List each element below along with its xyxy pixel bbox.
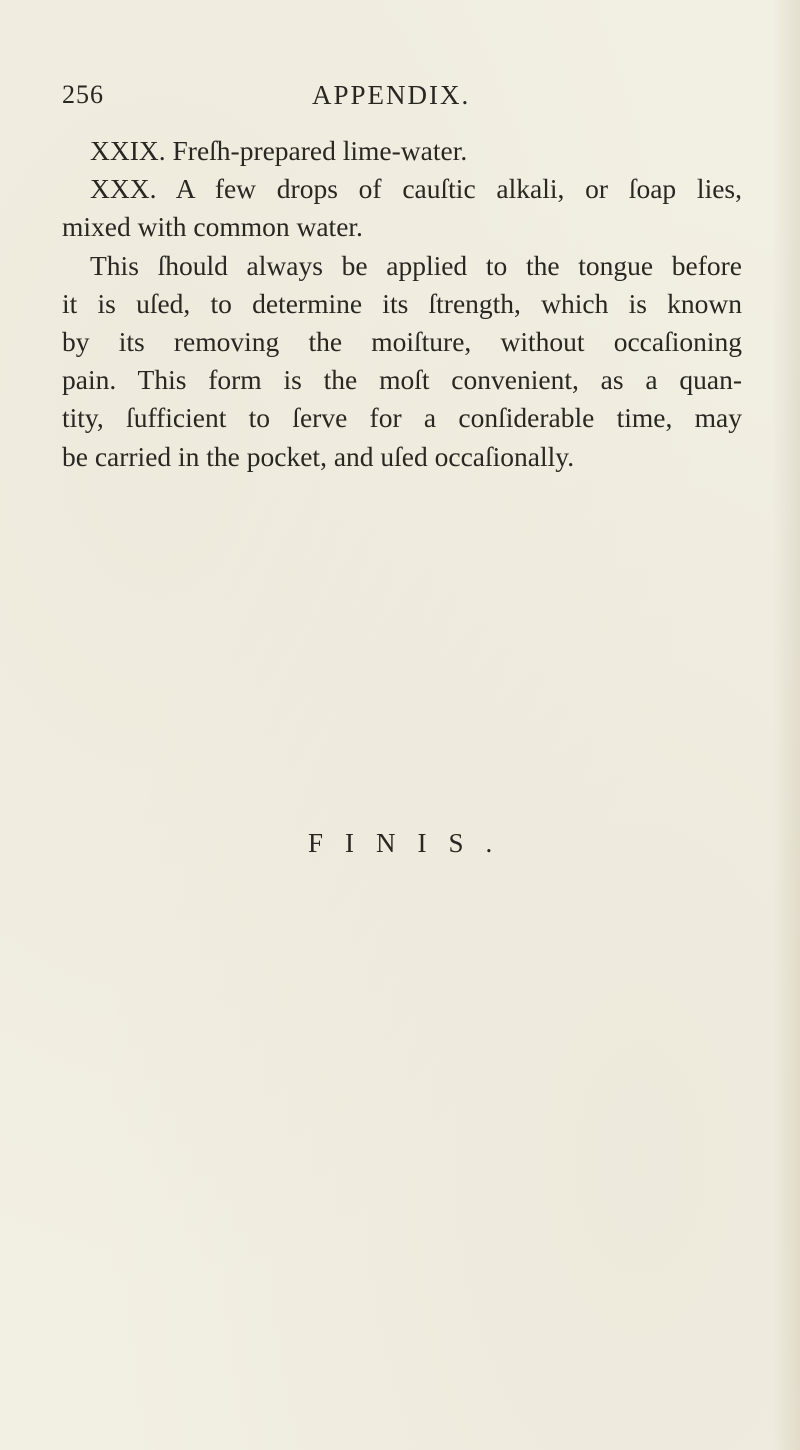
paragraph-line-4: pain. This form is the moſt convenient, as a quan- [62,364,742,396]
paragraph-line-6: be carried in the pocket, and uſed occaſionally. [62,440,575,472]
entry-30-line-1: XXX. A few drops of cauſtic alkali, or ſoap lies, [90,173,742,205]
body-text [62,132,742,476]
paragraph-line-5: tity, ſufficient to ſerve for a conſiderable time, may [62,402,742,434]
finis: FINIS. [308,828,515,858]
paragraph-line-3: by its removing the moiſture, without occaſioning [62,326,742,358]
paragraph-line-2: it is uſed, to determine its ſtrength, which is known [62,287,742,319]
paragraph-line-1: This ſhould always be applied to the tongue before [90,249,742,281]
running-head: APPENDIX. [312,80,471,110]
page-edge-shadow [772,0,800,1450]
page-header [0,80,800,120]
entry-29: XXIX. Freſh-prepared lime-water. [90,135,468,166]
entry-30-line-2: mixed with common water. [62,211,363,243]
page-number: 256 [62,80,104,109]
